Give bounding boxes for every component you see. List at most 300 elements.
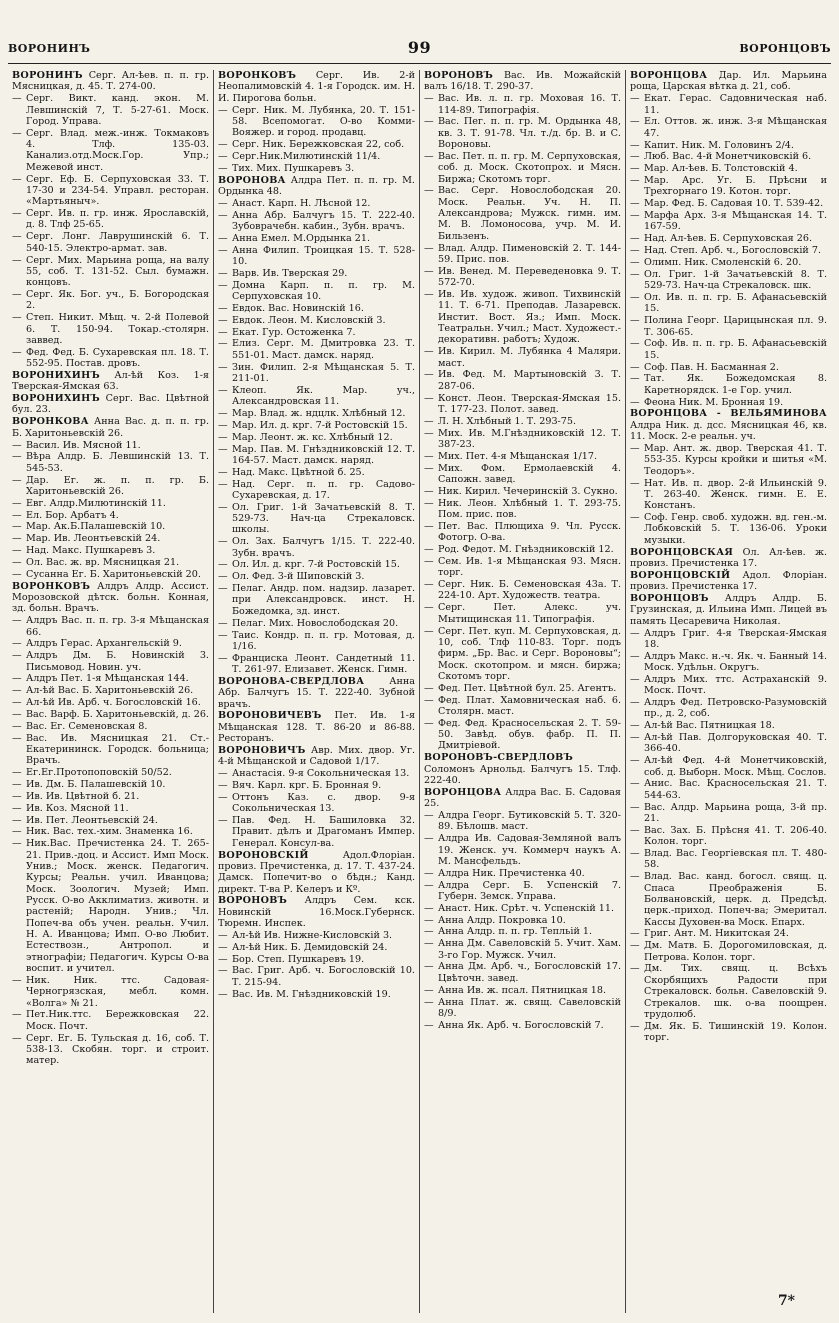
directory-subentry — [424, 868, 621, 879]
entry-text: Вяч. Карл. крг. Б. Бронная 9. — [232, 779, 382, 791]
directory-subentry — [12, 803, 209, 814]
directory-subentry — [12, 451, 209, 474]
entry-dash: — — [12, 720, 22, 732]
entry-text: Мар. Пав. М. Гнѣздниковскій 12. Т. 164-57. Маст. дамск. наряд. — [232, 443, 415, 466]
directory-subentry — [12, 545, 209, 556]
entry-text: Вас. Алдр. Марьина роща, 3-й пр. 21. — [644, 801, 827, 824]
entry-dash: — — [630, 268, 640, 280]
entry-text: Мар. Ил. д. крг. 7-й Ростовскій 15. — [232, 419, 408, 431]
directory-entry — [630, 70, 827, 93]
entry-text: Серг.Ник.Милютинскій 11/4. — [232, 150, 381, 162]
directory-subentry — [12, 289, 209, 312]
entry-dash: — — [218, 244, 228, 256]
directory-subentry — [12, 440, 209, 451]
entry-dash: — — [630, 848, 640, 860]
entry-text: Таис. Кондр. п. п. гр. Мотовая, д. 1/16. — [232, 629, 415, 652]
entry-text: Полина Георг. Царицынская пл. 9. Т. 306-65. — [644, 315, 827, 338]
directory-subentry — [424, 985, 621, 996]
entry-text: Анис. Вас. Красносельская 21. Т. 544-63. — [644, 778, 827, 801]
entry-dash: — — [12, 615, 22, 627]
entry-surname: ВОРОНОВА-СВЕРДЛОВА — [218, 675, 365, 687]
entry-text: Адол.Флоріан. провиз. Пречистенка, д. 17. Т. 437-24. Дамск. Попечит-во о бѣдн.; Канд. директ. Т-ва Р. Келеръ и Кº. — [218, 849, 415, 895]
directory-subentry — [630, 397, 827, 408]
entry-text: Анна Ив. ж. псал. Пятницкая 18. — [438, 984, 607, 996]
entry-text: Нат. Ив. п. двор. 2-й Ильинскій 9. Т. 263-40. Женск. гимн. Е. Е. Констанъ. — [644, 477, 827, 512]
entry-dash: — — [218, 150, 228, 162]
entry-dash: — — [424, 520, 434, 532]
directory-subentry — [630, 755, 827, 778]
entry-dash: — — [630, 163, 640, 175]
directory-subentry — [218, 965, 415, 988]
directory-subentry — [218, 315, 415, 326]
entry-text: Серг. Мих. Марьина роща, на валу 55, соб. Т. 131-52. Сыл. бумажн. концовъ. — [26, 254, 209, 289]
entry-text: Люб. Вас. 4-й Монетчиковскій 6. — [644, 151, 812, 163]
directory-entry — [218, 70, 415, 104]
directory-subentry — [218, 245, 415, 268]
directory-subentry — [424, 185, 621, 242]
directory-subentry — [630, 175, 827, 198]
directory-subentry — [424, 498, 621, 521]
entry-dash: — — [630, 512, 640, 524]
directory-subentry — [218, 362, 415, 385]
entry-text: Евдок. Леон. М. Кисловскій 3. — [232, 314, 386, 326]
directory-subentry — [424, 289, 621, 346]
directory-subentry — [630, 928, 827, 939]
directory-subentry — [218, 338, 415, 361]
entry-text: Анна Плат. ж. свящ. Савеловскій 8/9. — [438, 996, 621, 1019]
entry-dash: — — [424, 242, 434, 254]
directory-subentry — [630, 674, 827, 697]
running-head-left: ВОРОНИНЪ — [8, 42, 91, 55]
entry-dash: — — [424, 938, 434, 950]
entry-dash: — — [218, 302, 228, 314]
entry-surname: ВОРОНОВА — [218, 174, 286, 186]
entry-dash: — — [424, 392, 434, 404]
directory-entry — [424, 752, 621, 786]
entry-text: Вас. Григ. Арб. ч. Богословскій 10. Т. 215-94. — [232, 965, 415, 988]
entry-dash: — — [218, 571, 228, 583]
entry-dash: — — [424, 427, 434, 439]
entry-surname: ВОРОНИХИНЪ — [12, 393, 100, 405]
entry-text: Мар. Ант. ж. двор. Тверская 41. Т. 553-35. Курсы кройки и шитья «М. Теодоръ». — [644, 443, 827, 477]
directory-entry — [218, 175, 415, 198]
directory-subentry — [218, 583, 415, 617]
entry-text: Алдра Ник. Пречистенка 40. — [438, 867, 585, 879]
directory-subentry — [218, 432, 415, 443]
entry-dash: — — [12, 974, 22, 986]
entry-text: Зин. Филип. 2-я Мѣщанская 5. Т. 211-01. — [232, 361, 415, 384]
entry-dash: — — [218, 941, 228, 953]
directory-subentry — [424, 602, 621, 625]
entry-dash: — — [12, 650, 22, 662]
entry-text: Алдръ Мих. ттс. Астраханскій 9. Моск. Почт. — [644, 673, 827, 697]
entry-text: Фед. Пет. Цвѣтной бул. 25. Агентъ. — [438, 682, 617, 694]
entry-dash: — — [12, 1009, 22, 1021]
entry-text: Мих. Пет. 4-я Мѣщанская 1/17. — [438, 450, 598, 462]
directory-subentry — [12, 1033, 209, 1067]
directory-subentry — [630, 651, 827, 674]
entry-text: Ник. Ник. ттс. Садовая-Черногрязская, мебл. комн. «Волга» № 21. — [26, 974, 209, 1009]
entry-text: Мар. Ив. Леонтьевскій 24. — [26, 533, 161, 545]
directory-subentry — [12, 255, 209, 289]
entry-text: Ив. Ив. Цвѣтной б. 21. — [26, 790, 140, 802]
entry-dash: — — [630, 755, 640, 767]
entry-text: Ник. Вас. тех.-хим. Знаменка 16. — [26, 826, 193, 838]
entry-text: Алдра Георг. Бутиковскій 5. Т. 320-89. Бѣлошв. маст. — [438, 810, 621, 833]
entry-dash: — — [630, 477, 640, 489]
entry-text: Пет.Ник.ттс. Бережковская 22. Моск. Почт. — [26, 1009, 209, 1032]
directory-subentry — [218, 139, 415, 150]
directory-subentry — [12, 685, 209, 696]
directory-subentry — [630, 210, 827, 233]
entry-text: Дар. Ил. Марьина роща, Царская вѣтка д. 21, соб. — [630, 70, 827, 93]
entry-dash: — — [12, 732, 22, 744]
directory-subentry — [12, 673, 209, 684]
entry-dash: — — [12, 778, 22, 790]
entry-dash: — — [630, 198, 640, 210]
entry-dash: — — [218, 466, 228, 478]
directory-subentry — [218, 105, 415, 139]
directory-entry — [12, 70, 209, 93]
entry-text: Ив. Фед. М. Мартыновскій 3. Т. 287-06. — [438, 369, 621, 392]
entry-dash: — — [424, 369, 434, 381]
entry-text: Серг. Влад. меж.-инж. Токмаковъ 4. Тлф. 135-03. Канализ.отд.Моск.Гор. Упр.; Межевой инст. — [26, 127, 209, 173]
directory-subentry — [12, 475, 209, 498]
entry-text: Адол. Флоріан. провиз. Пречистенка 17. — [630, 569, 827, 593]
entry-dash: — — [630, 732, 640, 744]
entry-dash: — — [12, 451, 22, 463]
directory-subentry — [630, 163, 827, 174]
directory-columns — [8, 70, 831, 1313]
entry-dash: — — [12, 173, 22, 185]
entry-dash: — — [630, 93, 640, 105]
entry-text: Елиз. Серг. М. Дмитровка 23. Т. 551-01. Маст. дамск. наряд. — [232, 338, 415, 361]
directory-entry — [12, 581, 209, 615]
entry-text: Ал-ѣй Ник. Б. Демидовскій 24. — [232, 941, 388, 953]
entry-dash: — — [424, 497, 434, 509]
directory-subentry — [218, 408, 415, 419]
directory-subentry — [630, 478, 827, 512]
directory-subentry — [424, 346, 621, 369]
entry-text: Мар. Леонт. ж. кс. Хлѣбный 12. — [232, 431, 393, 443]
directory-subentry — [12, 569, 209, 580]
entry-surname: ВОРОНИНЪ — [12, 70, 83, 81]
entry-text: Фед. Фед. Б. Сухаревская пл. 18. Т. 552-95. Постав. дровъ. — [26, 346, 209, 370]
entry-dash: — — [12, 346, 22, 358]
entry-dash: — — [12, 533, 22, 545]
directory-entry — [218, 895, 415, 929]
entry-dash: — — [630, 233, 640, 245]
directory-subentry — [218, 327, 415, 338]
entry-dash: — — [424, 544, 434, 556]
directory-subentry — [630, 198, 827, 209]
entry-text: Ив. Коз. Мясной 11. — [26, 802, 129, 814]
directory-subentry — [218, 420, 415, 431]
page-header — [8, 40, 831, 60]
directory-subentry — [218, 989, 415, 1000]
entry-text: Серг. Еф. Б. Серпуховская 33. Т. 17-30 и 234-54. Управл. ресторан. «Мартьяныч». — [26, 173, 209, 208]
entry-text: Ник. Леон. Хлѣбный 1. Т. 293-75. Пом. прис. пов. — [438, 497, 621, 521]
directory-subentry — [630, 512, 827, 546]
directory-subentry — [424, 428, 621, 451]
entry-surname: ВОРОНЦОВА — [424, 786, 502, 798]
directory-subentry — [218, 479, 415, 502]
entry-dash: — — [630, 151, 640, 163]
signature-mark: 7* — [777, 1293, 795, 1309]
entry-text: Франциска Леонт. Сандетный 11. Т. 261-97. Елизавет. Женск. Гимн. — [232, 652, 415, 676]
entry-dash: — — [12, 814, 22, 826]
entry-text: Анна Алдр. п. п. гр. Тепльій 1. — [438, 926, 593, 938]
entry-dash: — — [218, 768, 228, 780]
directory-subentry — [218, 954, 415, 965]
entry-dash: — — [424, 185, 434, 197]
entry-text: Л. Н. Хлѣбный 1. Т. 293-75. — [438, 415, 577, 427]
entry-text: Серг. Ник. Б. Семеновская 43а. Т. 224-10. Арт. Художеств. театра. — [438, 579, 621, 602]
entry-dash: — — [424, 961, 434, 973]
directory-subentry — [424, 151, 621, 185]
directory-subentry — [12, 767, 209, 778]
directory-subentry — [218, 618, 415, 629]
entry-dash: — — [12, 208, 22, 220]
directory-subentry — [218, 268, 415, 279]
entry-dash: — — [218, 779, 228, 791]
entry-dash: — — [12, 673, 22, 685]
page-number: 99 — [407, 38, 432, 57]
entry-surname: ВОРОНИХИНЪ — [12, 369, 100, 381]
entry-text: Серг. Викт. канд. экон. М. Левшинскій 7, Т. 5-27-61. Моск. Город. Управа. — [26, 93, 209, 127]
directory-subentry — [630, 140, 827, 151]
directory-subentry — [12, 93, 209, 127]
directory-entry — [424, 787, 621, 810]
entry-dash: — — [424, 926, 434, 938]
directory-subentry — [218, 536, 415, 559]
entry-dash: — — [630, 245, 640, 257]
directory-subentry — [630, 151, 827, 162]
entry-dash: — — [218, 629, 228, 641]
entry-dash: — — [424, 116, 434, 128]
directory-subentry — [630, 338, 827, 361]
entry-text: Фед. Плат. Хамовническая наб. 6. Столярн. маст. — [438, 694, 621, 717]
entry-text: Домна Карп. п. п. гр. М. Серпуховская 10. — [232, 279, 415, 303]
entry-text: Соф. Генр. своб. художн. вд. ген.-м. Лобковскій 5. Т. 136-06. Уроки музыки. — [644, 512, 827, 546]
entry-dash: — — [630, 778, 640, 790]
entry-dash: — — [12, 826, 22, 838]
entry-dash: — — [630, 1020, 640, 1032]
directory-subentry — [424, 93, 621, 116]
entry-dash: — — [12, 231, 22, 243]
entry-text: Пав. Фед. Н. Башиловка 32. Правит. дѣлъ и Драгоманъ Импер. Генерал. Консул-ва. — [232, 815, 415, 849]
directory-entry — [218, 676, 415, 710]
directory-subentry — [12, 697, 209, 708]
entry-dash: — — [218, 617, 228, 629]
directory-entry — [218, 745, 415, 768]
entry-dash: — — [424, 717, 434, 729]
directory-subentry — [218, 444, 415, 467]
entry-dash: — — [218, 338, 228, 350]
entry-surname: ВОРОНЦОВЪ — [630, 592, 709, 604]
entry-text: Анна Дм. Арб. ч., Богословскій 17. Цвѣточн. завед. — [438, 961, 621, 984]
directory-subentry — [630, 848, 827, 871]
entry-text: Серг. Ив. 2-й Неопалимовскій 4. 1-я Городск. им. Н. И. Пирогова больн. — [218, 70, 415, 104]
entry-surname: ВОРОНЦОВСКАЯ — [630, 546, 734, 558]
entry-dash: — — [424, 579, 434, 591]
entry-text: Пелаг. Мих. Новослободская 20. — [232, 617, 399, 629]
entry-text: Пет. Вас. Плющиха 9. Чл. Русск. Фотогр. О-ва. — [438, 520, 621, 544]
entry-dash: — — [12, 254, 22, 266]
entry-surname: ВОРОНКОВА — [12, 416, 89, 428]
entry-text: Серг. Ник. Бережковская 22, соб. — [232, 139, 405, 151]
entry-text: Вѣра Алдр. Б. Левшинскій 13. Т. 545-53. — [26, 451, 209, 474]
entry-text: Дм. Тих. свящ. ц. Всѣхъ Скорбящихъ Радости при Стрекаловск. больн. Савеловскій 9. Стрекалов. шк. о-ва поощрен. трудолюб. — [644, 963, 827, 1020]
entry-dash: — — [12, 474, 22, 486]
entry-text: Ал-ѣй Коз. 1-я Тверская-Ямская 63. — [12, 369, 209, 393]
directory-entry — [218, 710, 415, 744]
entry-text: Мар. Влад. ж. ндцлк. Хлѣбный 12. — [232, 407, 406, 419]
entry-dash: — — [424, 289, 434, 301]
entry-text: Влад. Вас. Георгіевская пл. Т. 480-58. — [644, 848, 827, 871]
entry-text: Вас. Серг. Новослободская 20. Моск. Реальн. Уч. Н. П. Александрова; Мужск. гимн. им. М. В. Ломоносова, учр. М. И. Бильзенъ. — [438, 185, 621, 242]
entry-text: Тат. Як. Божедомская 8. Каретнорядск. 1-е Гор. учил. — [644, 373, 827, 396]
entry-dash: — — [218, 478, 228, 490]
directory-subentry — [424, 521, 621, 544]
entry-dash: — — [12, 93, 22, 105]
entry-dash: — — [12, 685, 22, 697]
entry-text: Евдок. Вас. Новинскій 16. — [232, 302, 364, 314]
entry-dash: — — [630, 871, 640, 883]
directory-subentry — [218, 303, 415, 314]
directory-subentry — [630, 732, 827, 755]
entry-dash: — — [630, 116, 640, 128]
entry-dash: — — [424, 996, 434, 1008]
entry-text: Мих. Фом. Ермолаевскій 4. Сапожн. завед. — [438, 462, 621, 486]
entry-dash: — — [424, 984, 434, 996]
entry-text: Алдръ Фед. Петровско-Разумовскій пр., д. 2, соб. — [644, 697, 827, 720]
directory-subentry — [218, 630, 415, 653]
directory-subentry — [218, 163, 415, 174]
entry-text: Ал-ѣй Ив. Нижне-Кисловскій 3. — [232, 929, 393, 941]
entry-dash: — — [424, 625, 434, 637]
entry-dash: — — [12, 439, 22, 451]
directory-subentry — [424, 486, 621, 497]
directory-subentry — [630, 963, 827, 1020]
entry-dash: — — [424, 682, 434, 694]
entry-text: Варв. Ив. Тверская 29. — [232, 267, 348, 279]
directory-subentry — [12, 533, 209, 544]
entry-dash: — — [218, 139, 228, 151]
entry-dash: — — [630, 673, 640, 685]
directory-subentry — [424, 451, 621, 462]
entry-surname: ВОРОНОВЪ — [218, 895, 288, 907]
entry-text: Соф. Ив. п. п. гр. Б. Афанасьевскій 15. — [644, 338, 827, 361]
entry-text: Алдръ Сем. кск. Новинскій 16.Моск.Губернск. Тюремн. Инспек. — [218, 895, 415, 930]
entry-text: Марфа Арх. 3-я Мѣщанская 14. Т. 167-59. — [644, 210, 827, 233]
entry-dash: — — [630, 373, 640, 385]
entry-dash: — — [218, 988, 228, 1000]
entry-dash: — — [12, 289, 22, 301]
entry-text: Ал-ѣй Ив. Арб. ч. Богословскій 16. — [26, 697, 201, 709]
directory-subentry — [12, 650, 209, 673]
entry-text: Сем. Ив. 1-я Мѣщанская 93. Мясн. торг. — [438, 555, 621, 579]
directory-subentry — [12, 638, 209, 649]
entry-text: Ал-ѣй Вас. Б. Харитоньевскій 26. — [26, 685, 194, 697]
directory-subentry — [424, 695, 621, 718]
entry-dash: — — [218, 815, 228, 826]
entry-text: Сусанна Ег. Б. Харитоньевскій 20. — [26, 568, 201, 580]
entry-dash: — — [424, 902, 434, 914]
entry-text: Алдръ Дм. Б. Новинскій 3. Письмовод. Новин. уч. — [26, 650, 209, 673]
directory-subentry — [218, 571, 415, 582]
entry-text: Алдра Пет. п. п. гр. М. Ордынка 48. — [218, 174, 415, 197]
entry-text: Алдръ Пет. 1-я Мѣщанская 144. — [26, 673, 189, 685]
directory-subentry — [630, 802, 827, 825]
entry-dash: — — [424, 415, 434, 427]
directory-subentry — [630, 720, 827, 731]
directory-subentry — [424, 116, 621, 150]
column-4 — [626, 70, 831, 1313]
directory-subentry — [424, 833, 621, 867]
entry-dash: — — [424, 914, 434, 926]
directory-subentry — [424, 903, 621, 914]
entry-dash: — — [630, 396, 640, 408]
entry-text: Ел. Бор. Арбатъ 4. — [26, 509, 119, 521]
entry-surname: ВОРОНОВИЧЪ — [218, 744, 306, 756]
entry-text: Пелаг. Андр. пом. надзир. лазарет. при Александровск. инст. Н. Божедомка, зд. инст. — [232, 583, 415, 617]
entry-surname: ВОРОНОВИЧЕВЪ — [218, 710, 322, 722]
entry-dash: — — [630, 257, 640, 268]
entry-text: Анна Дм. Савеловскій 5. Учит. Хам. 3-го Гор. Мужск. Учил. — [438, 938, 621, 961]
directory-subentry — [12, 174, 209, 208]
entry-text: Дм. Як. Б. Тишинскій 19. Колон. торг. — [644, 1020, 827, 1044]
entry-text: Серг. Ег. Б. Тульская д. 16, соб. Т. 538-13. Скобян. торг. и строит. матер. — [26, 1032, 209, 1067]
directory-subentry — [630, 93, 827, 116]
directory-subentry — [630, 315, 827, 338]
entry-text: Фед. Фед. Красносельская 2. Т. 59-50. Завѣд. обув. фабр. П. П. Дмитріевой. — [438, 717, 621, 752]
directory-entry — [12, 393, 209, 416]
directory-subentry — [630, 825, 827, 848]
entry-text: Влад. Алдр. Пименовскій 2. Т. 144-59. Прис. пов. — [438, 242, 621, 265]
entry-text: Анна Абр. Балчугъ 15. Т. 222-40. Зубной врачъ. — [218, 675, 415, 710]
entry-dash: — — [630, 627, 640, 639]
directory-subentry — [630, 292, 827, 315]
entry-dash: — — [218, 407, 228, 419]
column-3 — [420, 70, 626, 1313]
entry-surname: ВОРОНКОВЪ — [218, 70, 297, 81]
entry-text: Дар. Ег. ж. п. п. гр. Б. Харитоньевскій 26. — [26, 474, 209, 497]
entry-dash: — — [12, 708, 22, 720]
entry-dash: — — [424, 833, 434, 845]
entry-text: Алдра Серг. Б. Успенскій 7. Губерн. Земск. Управа. — [438, 879, 621, 902]
entry-text: Серг. Вас. Цвѣтной бул. 23. — [12, 393, 209, 416]
directory-subentry — [12, 521, 209, 532]
directory-subentry — [12, 208, 209, 231]
entry-text: Соломонъ Арнольд. Балчугъ 15. Тлф. 222-40. — [424, 763, 621, 786]
entry-text: Вас. Ив. л. п. гр. Моховая 16. Т. 114-89. Типографія. — [438, 93, 621, 116]
directory-subentry — [218, 280, 415, 303]
entry-dash: — — [12, 497, 22, 509]
entry-surname: ВОРОНЦОВА — [630, 70, 708, 81]
entry-dash: — — [218, 501, 228, 513]
directory-subentry — [630, 373, 827, 396]
directory-subentry — [218, 815, 415, 849]
header-rule — [8, 63, 831, 64]
entry-text: Капит. Ник. М. Головинъ 2/4. — [644, 139, 794, 151]
directory-subentry — [218, 233, 415, 244]
entry-text: Вас. Ив. М. Гнѣздниковскій 19. — [232, 988, 391, 1000]
directory-subentry — [424, 938, 621, 961]
entry-dash: — — [630, 720, 640, 732]
directory-entry — [630, 547, 827, 570]
entry-text: Клеоп. Як. Мар. уч., Александровская 11. — [232, 384, 415, 408]
